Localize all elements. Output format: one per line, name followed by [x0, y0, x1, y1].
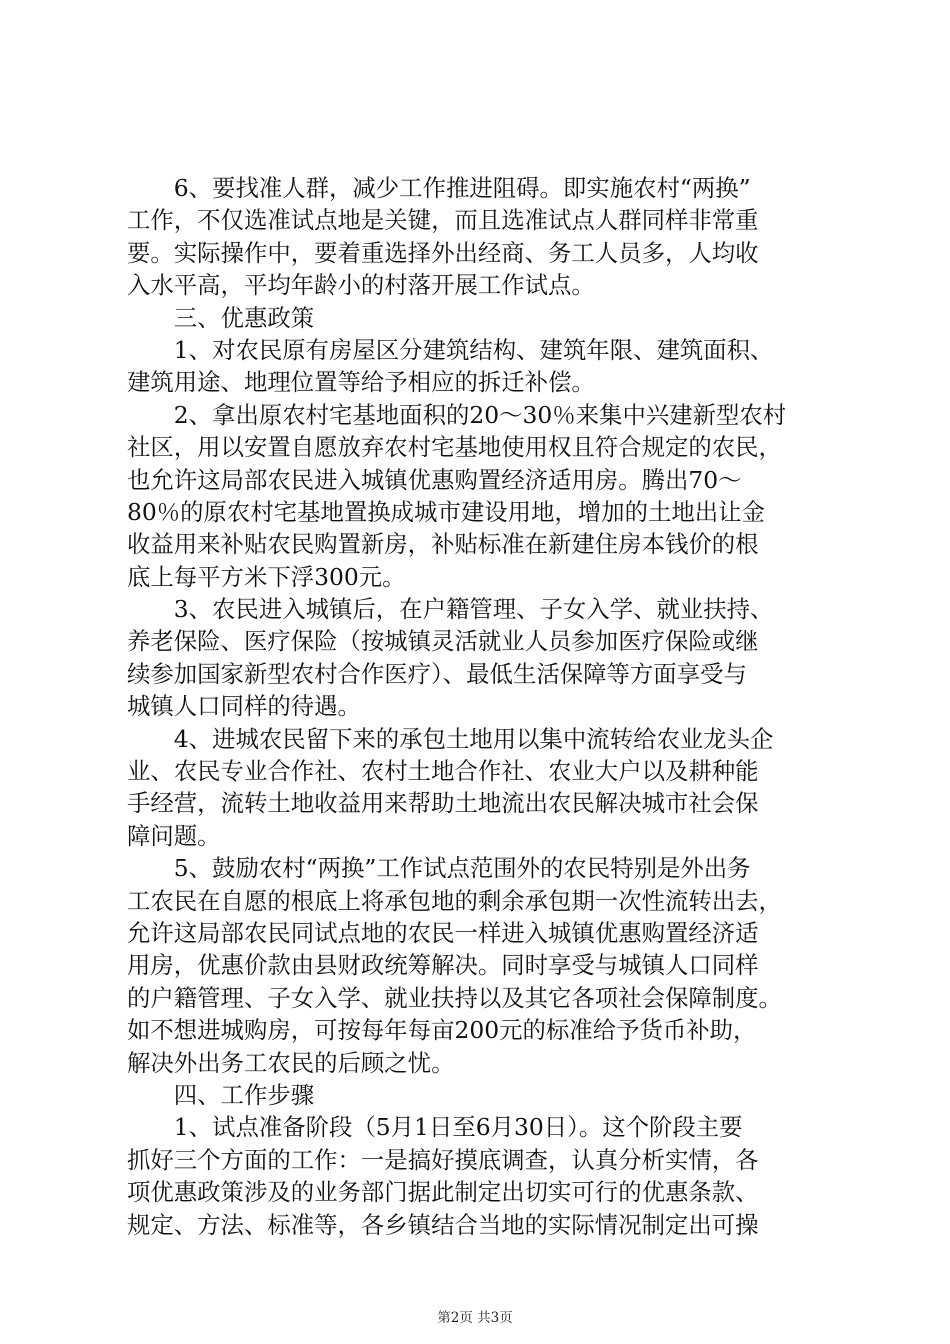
text-line: 解决外出务工农民的后顾之忧。 [127, 1048, 455, 1077]
text-line: 社区，用以安置自愿放弃农村宅基地使用权且符合规定的农民， [127, 433, 782, 462]
text-line: 1、试点准备阶段（5月1日至6月30日）。这个阶段主要 [127, 1113, 743, 1142]
text-line: 4、进城农民留下来的承包土地用以集中流转给农业龙头企 [127, 724, 774, 753]
text-line: 工农民在自愿的根底上将承包地的剩余承包期一次性流转出去， [127, 886, 782, 915]
text-line: 6、要找准人群，减少工作推进阻碍。即实施农村“两换” [127, 174, 751, 202]
text-line: 障问题。 [127, 821, 221, 850]
text-line: 如不想进城购房，可按每年每亩200元的标准给予货币补助， [127, 1016, 757, 1045]
text-line: 项优惠政策涉及的业务部门据此制定出切实可行的优惠条款、 [127, 1178, 759, 1207]
document-body [127, 172, 841, 1241]
section-heading: 三、优惠政策 [127, 303, 315, 332]
text-line: 入水平高，平均年龄小的村落开展工作试点。 [127, 271, 595, 300]
text-line: 用房，优惠价款由县财政统筹解决。同时享受与城镇人口同样 [127, 951, 759, 980]
page-footer: 第2页 共3页 [437, 1310, 513, 1326]
text-line: 2、拿出原农村宅基地面积的20～30％来集中兴建新型农村 [127, 400, 787, 429]
text-line: 建筑用途、地理位置等给予相应的拆迁补偿。 [127, 368, 595, 397]
text-line: 抓好三个方面的工作：一是搞好摸底调查，认真分析实情，各 [127, 1145, 759, 1174]
text-line: 规定、方法、标准等，各乡镇结合当地的实际情况制定出可操 [127, 1210, 759, 1239]
section-heading: 四、工作步骤 [127, 1080, 315, 1109]
text-line: 底上每平方米下浮300元。 [127, 562, 406, 591]
text-line: 的户籍管理、子女入学、就业扶持以及其它各项社会保障制度。 [127, 983, 782, 1012]
text-line: 收益用来补贴农民购置新房，补贴标准在新建住房本钱价的根 [127, 530, 759, 559]
text-line: 允许这局部农民同试点地的农民一样进入城镇优惠购置经济适 [127, 918, 759, 947]
text-line: 城镇人口同样的待遇。 [127, 692, 361, 721]
text-line: 业、农民专业合作社、农村土地合作社、农业大户以及耕种能 [127, 757, 759, 786]
text-line: 要。实际操作中，要着重选择外出经商、务工人员多，人均收 [127, 238, 759, 267]
text-line: 5、鼓励农村“两换”工作试点范围外的农民特别是外出务 [127, 854, 751, 883]
text-line: 养老保险、医疗保险（按城镇灵活就业人员参加医疗保险或继 [127, 627, 759, 656]
text-line: 续参加国家新型农村合作医疗）、最低生活保障等方面享受与 [127, 659, 747, 688]
text-line: 工作，不仅选准试点地是关键，而且选准试点人群同样非常重 [127, 206, 759, 235]
text-line: 80％的原农村宅基地置换成城市建设用地，增加的土地出让金 [127, 497, 765, 526]
text-line: 手经营，流转土地收益用来帮助土地流出农民解决城市社会保 [127, 789, 759, 818]
text-line: 也允许这局部农民进入城镇优惠购置经济适用房。腾出70～ [127, 465, 742, 494]
text-line: 3、农民进入城镇后，在户籍管理、子女入学、就业扶持、 [127, 595, 774, 624]
text-line: 1、对农民原有房屋区分建筑结构、建筑年限、建筑面积、 [127, 335, 774, 364]
